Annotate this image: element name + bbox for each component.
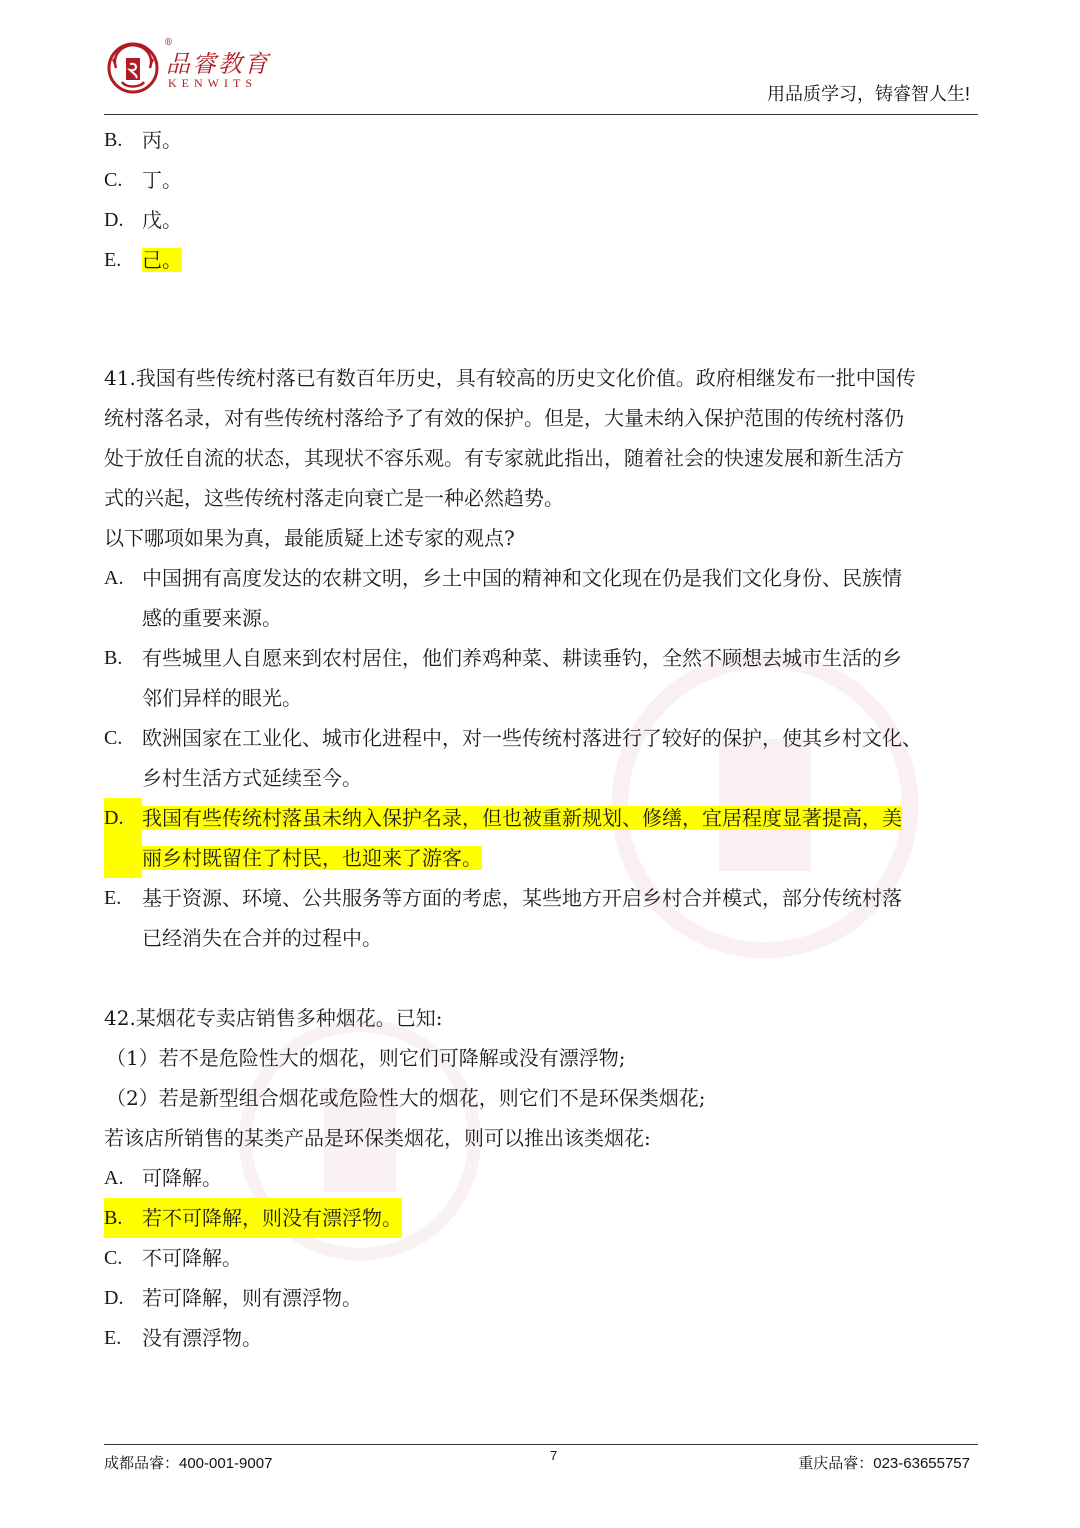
question-stem-line: 式的兴起，这些传统村落走向衰亡是一种必然趋势。 — [104, 486, 564, 510]
answer-highlight: 丽乡村既留住了村民，也迎来了游客。 — [142, 846, 482, 870]
answer-highlight: 己。 — [142, 248, 182, 272]
page-content — [104, 120, 978, 1358]
kenwits-logo — [104, 38, 274, 100]
previous-question-options — [104, 120, 978, 280]
option-b-answer — [104, 1198, 978, 1238]
footer-chongqing-contact: 重庆品睿：023-63655757 — [798, 1455, 970, 1472]
question-stem: 42.某烟花专卖店销售多种烟花。已知: — [104, 1006, 443, 1030]
option-e: E. 基于资源、环境、公共服务等方面的考虑，某些地方开启乡村合并模式，部分传统村落 已经消失在合并的过程中。 — [104, 886, 902, 950]
answer-highlight: D. — [104, 798, 142, 878]
logo-english-text: KENWITS — [168, 76, 257, 90]
question-stem-line: 统村落名录，对有些传统村落给予了有效的保护。但是，大量未纳入保护范围的传统村落仍 — [104, 406, 904, 430]
question-condition: （2）若是新型组合烟花或危险性大的烟花，则它们不是环保类烟花; — [106, 1086, 706, 1110]
option-d: D. 戊。 — [104, 208, 182, 232]
answer-highlight: 若不可降解，则没有漂浮物。 — [142, 1206, 402, 1230]
option-c: C. 不可降解。 — [104, 1246, 242, 1270]
page-header — [104, 38, 978, 116]
option-a: A. 可降解。 — [104, 1166, 222, 1190]
logo-emblem-icon — [104, 38, 162, 96]
question-stem-line: 处于放任自流的状态，其现状不容乐观。有专家就此指出，随着社会的快速发展和新生活方 — [104, 446, 904, 470]
logo-registered-mark: ® — [164, 38, 173, 48]
option-a: A. 中国拥有高度发达的农耕文明，乡土中国的精神和文化现在仍是我们文化身份、民族情 感的重要来源。 — [104, 566, 902, 630]
footer-chengdu-contact: 成都品睿：400-001-9007 — [104, 1455, 273, 1472]
option-c: C. 丁。 — [104, 168, 182, 192]
option-e: E. 没有漂浮物。 — [104, 1326, 262, 1350]
page-footer — [104, 1444, 978, 1484]
question-stem-line: 41.我国有些传统村落已有数百年历史，具有较高的历史文化价值。政府相继发布一批中国传 — [104, 366, 916, 390]
option-b: B. 有些城里人自愿来到农村居住，他们养鸡种菜、耕读垂钓，全然不顾想去城市生活的乡 邻们异样的眼光。 — [104, 646, 902, 710]
page-number: 7 — [550, 1448, 558, 1463]
header-divider — [104, 114, 978, 115]
answer-highlight: B. — [104, 1207, 123, 1229]
question-prompt: 以下哪项如果为真，最能质疑上述专家的观点? — [104, 526, 515, 550]
header-slogan: 用品质学习，铸睿智人生! — [767, 84, 970, 104]
option-c: C. 欧洲国家在工业化、城市化进程中，对一些传统村落进行了较好的保护，使其乡村文化、 乡村生活方式延续至今。 — [104, 726, 922, 790]
answer-highlight: 我国有些传统村落虽未纳入保护名录，但也被重新规划、修缮，宜居程度显著提高，美 — [142, 806, 902, 830]
question-condition: （1）若不是危险性大的烟花，则它们可降解或没有漂浮物; — [106, 1046, 626, 1070]
question-prompt: 若该店所销售的某类产品是环保类烟花，则可以推出该类烟花: — [104, 1126, 651, 1150]
option-d: D. 若可降解，则有漂浮物。 — [104, 1286, 362, 1310]
logo-chinese-text: 品睿教育 — [166, 50, 270, 78]
option-e-answer: E. 己。 — [104, 248, 182, 272]
option-d-answer — [104, 798, 978, 878]
option-b: B. 丙。 — [104, 128, 182, 152]
question-42 — [104, 998, 978, 1358]
footer-divider — [104, 1444, 978, 1445]
question-41 — [104, 358, 978, 958]
